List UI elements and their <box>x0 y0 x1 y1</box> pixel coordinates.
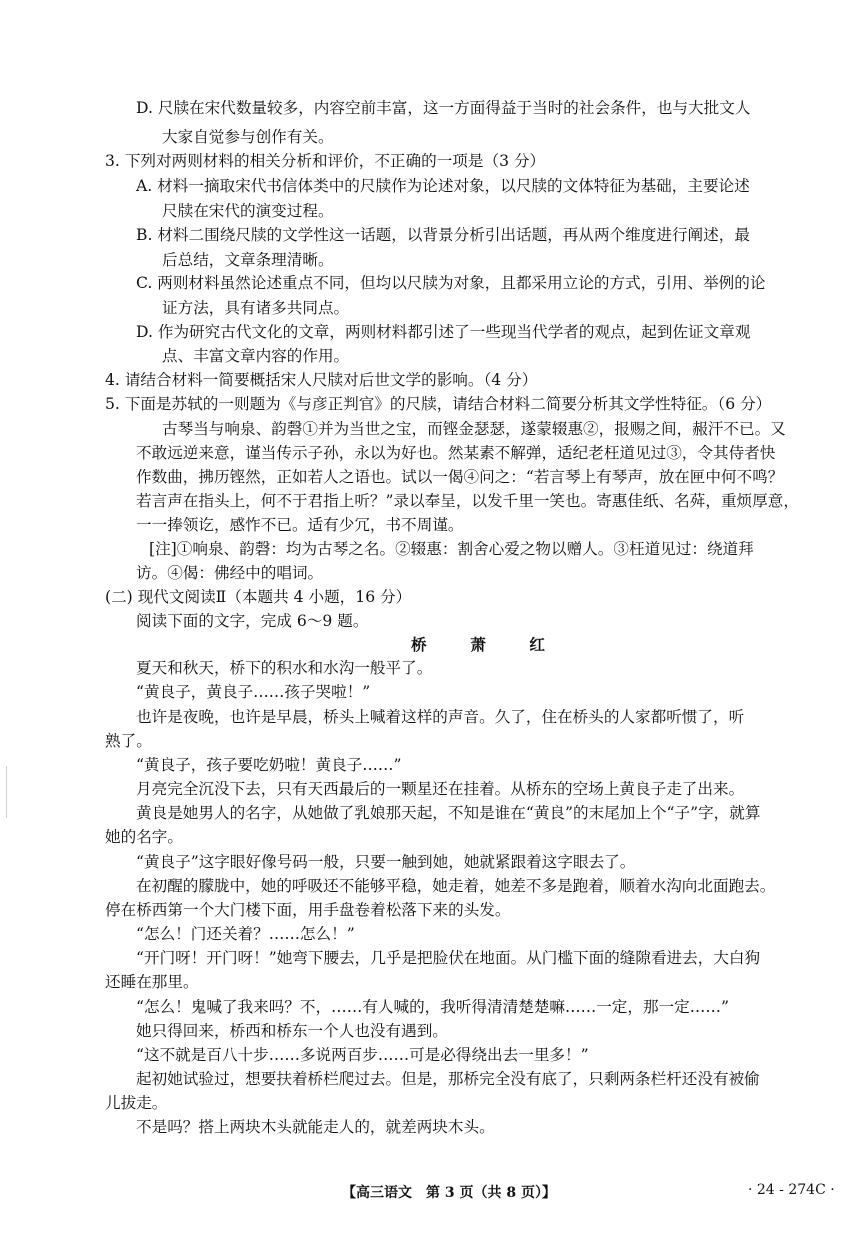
option-d-q2-line1: D. 尺牍在宋代数量较多，内容空前丰富，这一方面得益于当时的社会条件，也与大批文人 <box>136 99 751 117</box>
q3-option-a-line1: A. 材料一摘取宋代书信体类中的尺牍作为论述对象，以尺牍的文体特征为基础，主要论述 <box>136 177 750 195</box>
story-para-8-line1: 在初醒的朦胧中，她的呼吸还不能够平稳，她走着，她差不多是跑着，顺着水沟向北面跑去。 <box>136 877 776 895</box>
page-footer: 【高三语文 第 3 页（共 8 页）】 <box>342 1185 556 1201</box>
scan-mark <box>6 766 7 818</box>
question-3-stem: 3. 下列对两则材料的相关分析和评价，不正确的一项是（3 分） <box>105 152 546 170</box>
option-d-q2-line2: 大家自觉参与创作有关。 <box>162 128 334 146</box>
letter-line-4: 若言声在指头上，何不于君指上听？”录以奉呈，以发千里一笑也。寄惠佳纸、名荈，重烦厚意， <box>136 492 799 510</box>
story-para-6-line2: 她的名字。 <box>105 828 183 846</box>
story-para-4: “黄良子，孩子要吃奶啦！黄良子……” <box>136 756 402 774</box>
letter-line-2: 不敢远逆来意，谨当传示子孙，永以为好也。然某素不解弹，适纪老枉道见过③，令其侍者快 <box>136 444 776 462</box>
q3-option-a-line2: 尺牍在宋代的演变过程。 <box>162 202 334 220</box>
annotation-line-1: [注]①响泉、韵磬：均为古琴之名。②辍惠：割舍心爱之物以赠人。③枉道见过：绕道拜 <box>149 540 754 558</box>
story-para-6-line1: 黄良是她男人的名字，从她做了乳娘那天起，不知是谁在“黄良”的末尾加上个“子”字，就算 <box>136 804 761 822</box>
q3-option-c-line1: C. 两则材料虽然论述重点不同，但均以尺牍为对象，且都采用立论的方式，引用、举例的论 <box>136 274 766 292</box>
question-5: 5. 下面是苏轼的一则题为《与彦正判官》的尺牍，请结合材料二简要分析其文学性特征。（6 分） <box>105 395 772 413</box>
story-para-9: “怎么！门还关着？……怎么！” <box>136 925 355 943</box>
story-para-10-line1: “开门呀！开门呀！”她弯下腰去，几乎是把脸伏在地面。从门槛下面的缝隙看进去，大白狗 <box>136 949 761 967</box>
story-para-11: “怎么！鬼喊了我来吗？不，……有人喊的，我听得清清楚楚嘛……一定，那一定……” <box>136 998 729 1016</box>
q3-option-d-line1: D. 作为研究古代文化的文章，两则材料都引述了一些现当代学者的观点，起到佐证文章观 <box>136 323 751 341</box>
q3-option-b-line2: 后总结，文章条理清晰。 <box>162 251 334 269</box>
letter-line-1: 古琴当与响泉、韵磬①并为当世之宝，而铿金瑟瑟，遂蒙辍惠②，报赐之间，赧汗不已。又 <box>162 420 786 438</box>
story-para-3-line1: 也许是夜晚，也许是早晨，桥头上喊着这样的声音。久了，住在桥头的人家都听惯了，听 <box>136 708 745 726</box>
section-heading: (二) 现代文阅读Ⅱ（本题共 4 小题，16 分） <box>105 588 412 606</box>
story-para-14-line1: 起初她试验过，想要扶着桥栏爬过去。但是，那桥完全没有底了，只剩两条栏杆还没有被偷 <box>136 1070 760 1088</box>
story-para-7: “黄良子”这字眼好像号码一般，只要一触到她，她就紧跟着这字眼去了。 <box>136 853 636 871</box>
q3-option-c-line2: 证方法，具有诸多共同点。 <box>162 299 350 317</box>
letter-line-5: 一一捧领讫，感怍不已。适有少冗，书不周谨。 <box>136 516 464 534</box>
story-para-13: “这不就是百八十步……多说两百步……可是必得绕出去一里多！” <box>136 1046 589 1064</box>
story-para-3-line2: 熟了。 <box>105 732 152 750</box>
question-4: 4. 请结合材料一简要概括宋人尺牍对后世文学的影响。（4 分） <box>105 371 538 389</box>
story-title: 桥 萧 红 <box>411 635 559 654</box>
story-para-10-line2: 还睡在那里。 <box>105 973 199 991</box>
letter-line-3: 作数曲，拂历铿然，正如若人之语也。试以一偈④问之：“若言琴上有琴声，放在匣中何不鸣？ <box>136 468 784 486</box>
paper-code: · 24 - 274C · <box>748 1182 835 1198</box>
story-para-15: 不是吗？搭上两块木头就能走人的，就差两块木头。 <box>136 1118 495 1136</box>
story-para-14-line2: 儿拔走。 <box>105 1094 168 1112</box>
story-para-2: “黄良子，黄良子……孩子哭啦！” <box>136 683 371 701</box>
story-para-8-line2: 停在桥西第一个大门楼下面，用手盘卷着松落下来的头发。 <box>105 901 511 919</box>
annotation-line-2: 访。④偈：佛经中的唱词。 <box>136 564 324 582</box>
reading-instruction: 阅读下面的文字，完成 6～9 题。 <box>136 612 369 630</box>
story-para-5: 月亮完全沉没下去，只有天西最后的一颗星还在挂着。从桥东的空场上黄良子走了出来。 <box>136 780 745 798</box>
q3-option-d-line2: 点、丰富文章内容的作用。 <box>162 347 350 365</box>
q3-option-b-line1: B. 材料二围绕尺牍的文学性这一话题，以背景分析引出话题，再从两个维度进行阐述，最 <box>136 226 750 244</box>
story-para-1: 夏天和秋天，桥下的积水和水沟一般平了。 <box>136 659 433 677</box>
story-para-12: 她只得回来，桥西和桥东一个人也没有遇到。 <box>136 1022 448 1040</box>
